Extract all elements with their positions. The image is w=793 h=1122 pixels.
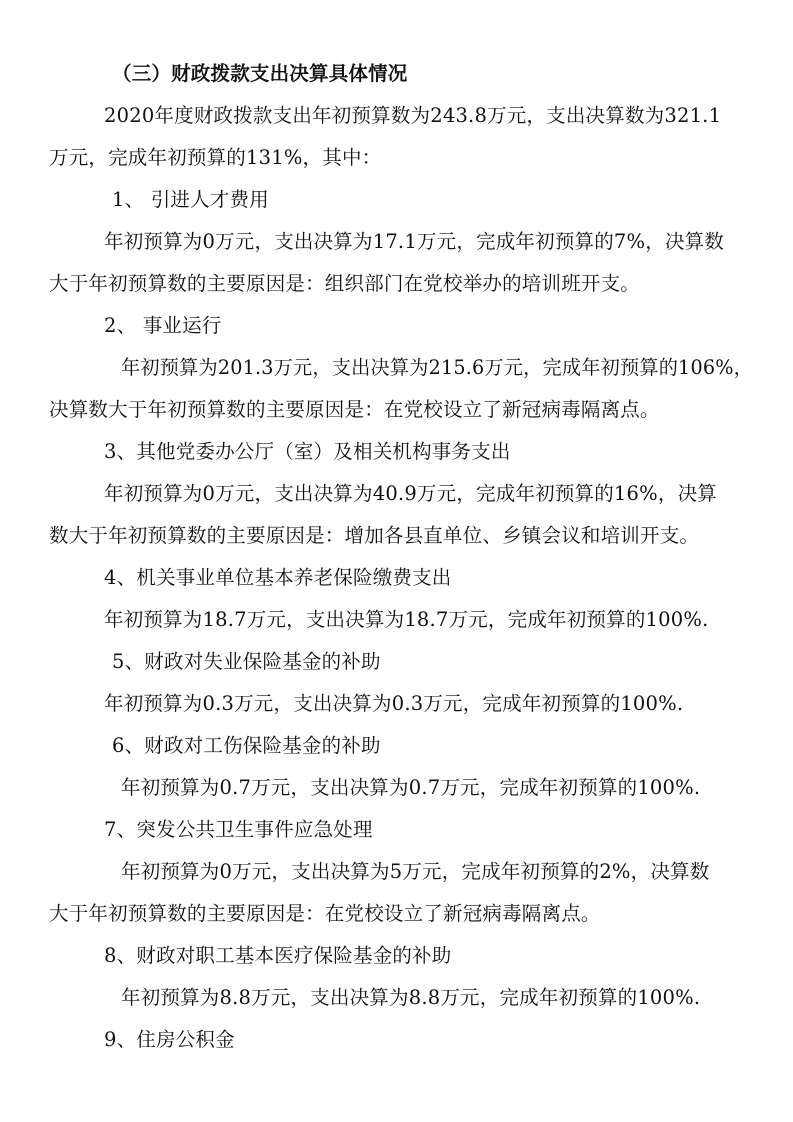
item-9-title: 9、住房公积金 (104, 1028, 235, 1051)
item-3-body-line-1: 年初预算为0万元，支出决算为40.9万元，完成年初预算的16%，决算 (104, 482, 717, 505)
item-6-body-line-1: 年初预算为0.7万元，支出决算为0.7万元，完成年初预算的100%. (121, 776, 701, 799)
item-3-body-line-2: 数大于年初预算数的主要原因是：增加各县直单位、乡镇会议和培训开支。 (49, 524, 700, 547)
item-6-title: 6、财政对工伤保险基金的补助 (112, 734, 381, 757)
item-5-body-line-1: 年初预算为0.3万元，支出决算为0.3万元，完成年初预算的100%. (104, 692, 684, 715)
intro-paragraph-line-1: 2020年度财政拨款支出年初预算数为243.8万元，支出决算数为321.1 (104, 104, 722, 127)
intro-paragraph-line-2: 万元，完成年初预算的131%，其中： (49, 146, 382, 169)
item-7-title: 7、突发公共卫生事件应急处理 (104, 818, 373, 841)
item-7-body-line-1: 年初预算为0万元，支出决算为5万元，完成年初预算的2%，决算数 (121, 860, 710, 883)
item-1-title: 1、 引进人才费用 (112, 188, 269, 211)
item-3-title: 3、其他党委办公厅（室）及相关机构事务支出 (104, 440, 511, 463)
item-8-title: 8、财政对职工基本医疗保险基金的补助 (104, 944, 452, 967)
item-1-body-line-1: 年初预算为0万元，支出决算为17.1万元，完成年初预算的7%，决算数 (104, 230, 725, 253)
item-5-title: 5、财政对失业保险基金的补助 (112, 650, 381, 673)
item-2-body-line-1: 年初预算为201.3万元，支出决算为215.6万元，完成年初预算的106%， (121, 356, 754, 379)
item-7-body-line-2: 大于年初预算数的主要原因是：在党校设立了新冠病毒隔离点。 (49, 902, 601, 925)
item-1-body-line-2: 大于年初预算数的主要原因是：组织部门在党校举办的培训班开支。 (49, 272, 641, 295)
item-4-title: 4、机关事业单位基本养老保险缴费支出 (104, 566, 452, 589)
item-4-body-line-1: 年初预算为18.7万元，支出决算为18.7万元，完成年初预算的100%. (104, 608, 709, 631)
section-heading: （三）财政拨款支出决算具体情况 (112, 62, 408, 85)
item-2-title: 2、 事业运行 (104, 314, 222, 337)
item-2-body-line-2: 决算数大于年初预算数的主要原因是：在党校设立了新冠病毒隔离点。 (49, 398, 660, 421)
item-8-body-line-1: 年初预算为8.8万元，支出决算为8.8万元，完成年初预算的100%. (121, 986, 701, 1009)
